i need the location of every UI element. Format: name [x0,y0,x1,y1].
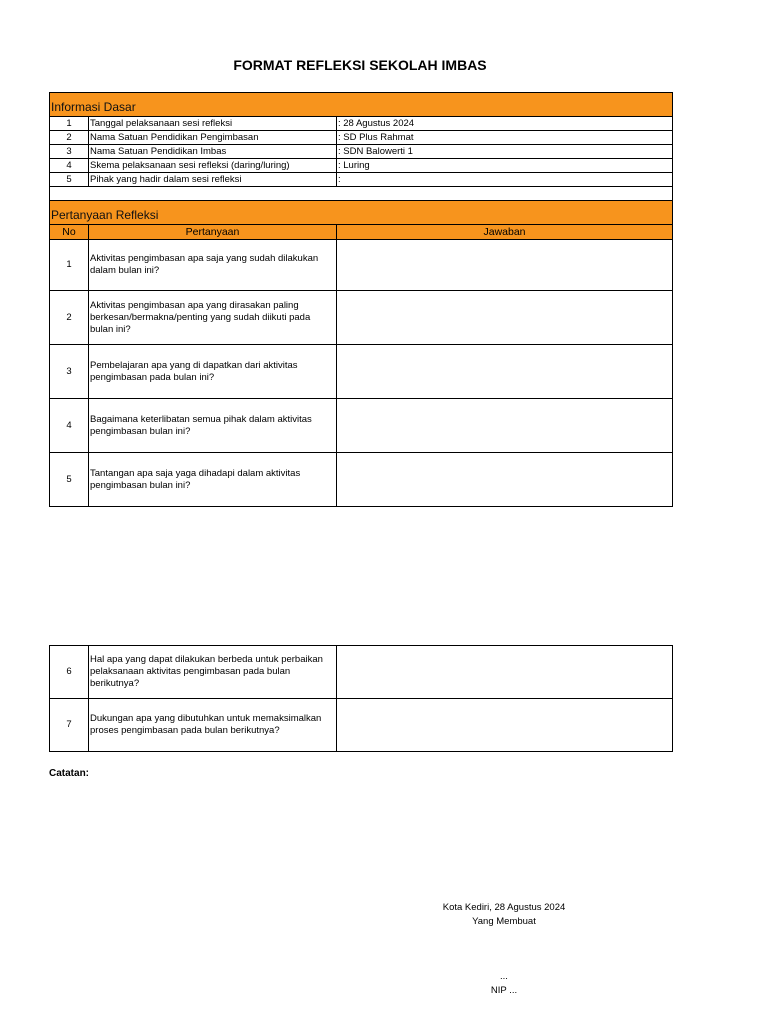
info-row [50,173,673,187]
info-section-title: Informasi Dasar [50,93,673,117]
info-row-number: 1 [50,117,89,131]
question-number: 7 [50,699,89,752]
question-text: Aktivitas pengimbasan apa saja yang sudah dilakukan dalam bulan ini? [89,240,337,291]
info-row-number: 3 [50,145,89,159]
answer-cell[interactable] [337,699,673,752]
info-row-number: 5 [50,173,89,187]
question-text: Hal apa yang dapat dilakukan berbeda untuk perbaikan pelaksanaan aktivitas pengimbasan pada bulan berikutnya? [89,646,337,699]
question-text: Bagaimana keterlibatan semua pihak dalam aktivitas pengimbasan bulan ini? [89,399,337,453]
question-text: Aktivitas pengimbasan apa yang dirasakan paling berkesan/bermakna/penting yang sudah diikuti pada bulan ini? [89,291,337,345]
spacer-cell [50,187,673,201]
question-row [50,646,673,699]
reflection-continued-table [49,645,673,752]
info-row [50,159,673,173]
info-row-label: Skema pelaksanaan sesi refleksi (daring/luring) [89,159,337,173]
reflection-form-table [49,92,673,507]
question-row [50,291,673,345]
question-number: 6 [50,646,89,699]
info-row [50,117,673,131]
question-text: Pembelajaran apa yang di dapatkan dari aktivitas pengimbasan pada bulan ini? [89,345,337,399]
reflection-section-title: Pertanyaan Refleksi [50,201,673,225]
info-row-value[interactable]: : SD Plus Rahmat [337,131,673,145]
spacer-row [50,187,673,201]
answer-cell[interactable] [337,291,673,345]
column-header-no: No [50,225,89,240]
question-number: 2 [50,291,89,345]
question-row [50,453,673,507]
signature-name: ... [500,971,508,982]
signature-role: Yang Membuat [472,916,536,927]
reflection-section-header [50,201,673,225]
column-header-question: Pertanyaan [89,225,337,240]
question-text: Dukungan apa yang dibutuhkan untuk memaksimalkan proses pengimbasan pada bulan berikutnya? [89,699,337,752]
info-row [50,131,673,145]
answer-cell[interactable] [337,399,673,453]
question-column-header-row [50,225,673,240]
question-row [50,240,673,291]
info-row-label: Pihak yang hadir dalam sesi refleksi [89,173,337,187]
question-text: Tantangan apa saja yaga dihadapi dalam aktivitas pengimbasan bulan ini? [89,453,337,507]
answer-cell[interactable] [337,345,673,399]
question-row [50,699,673,752]
question-row [50,399,673,453]
question-number: 3 [50,345,89,399]
info-row [50,145,673,159]
question-number: 5 [50,453,89,507]
column-header-answer: Jawaban [337,225,673,240]
info-section-header [50,93,673,117]
info-row-value[interactable]: : Luring [337,159,673,173]
answer-cell[interactable] [337,240,673,291]
info-row-label: Tanggal pelaksanaan sesi refleksi [89,117,337,131]
question-number: 4 [50,399,89,453]
info-row-value[interactable]: : SDN Balowerti 1 [337,145,673,159]
info-row-label: Nama Satuan Pendidikan Imbas [89,145,337,159]
info-row-label: Nama Satuan Pendidikan Pengimbasan [89,131,337,145]
notes-label: Catatan: [49,768,90,779]
signature-nip: NIP ... [490,985,518,996]
info-row-number: 2 [50,131,89,145]
info-row-value[interactable]: : [337,173,673,187]
answer-cell[interactable] [337,646,673,699]
info-row-number: 4 [50,159,89,173]
document-title: FORMAT REFLEKSI SEKOLAH IMBAS [233,57,487,73]
info-row-value[interactable]: : 28 Agustus 2024 [337,117,673,131]
signature-place-date: Kota Kediri, 28 Agustus 2024 [442,902,566,913]
question-row [50,345,673,399]
question-number: 1 [50,240,89,291]
answer-cell[interactable] [337,453,673,507]
